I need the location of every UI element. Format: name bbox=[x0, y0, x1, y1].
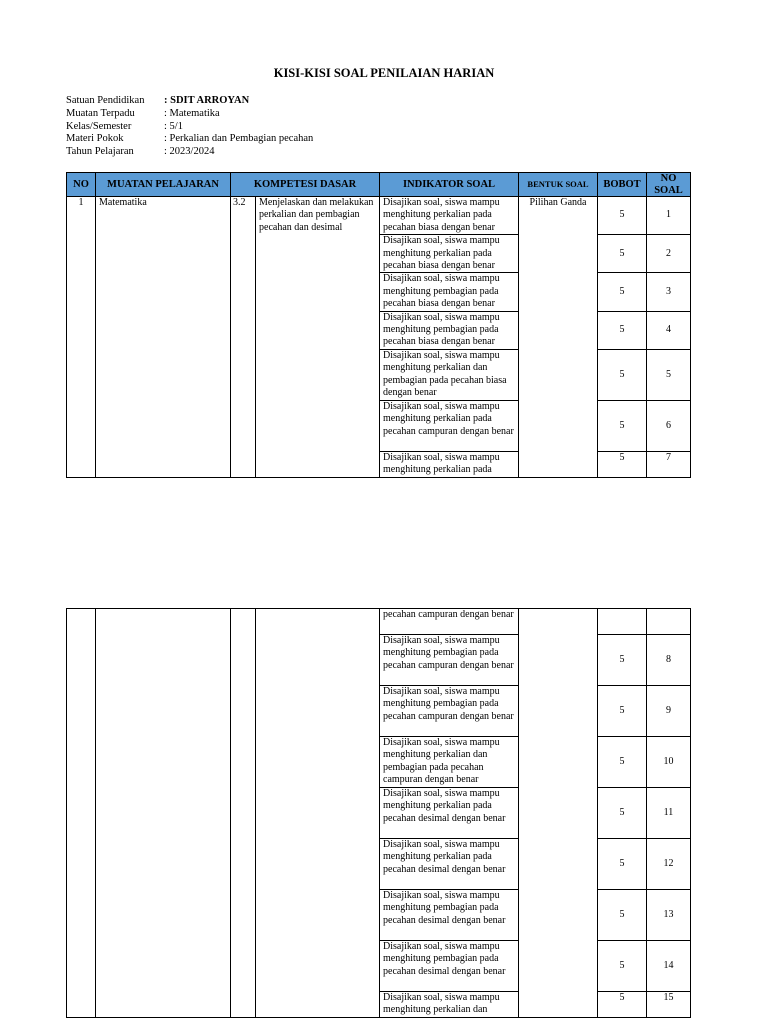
no-soal-cell: 5 bbox=[647, 349, 691, 400]
info-value: : 5/1 bbox=[164, 120, 183, 132]
no-soal-cell: 1 bbox=[647, 197, 691, 235]
kisi-kisi-table-page-2 bbox=[66, 608, 691, 1018]
bobot-cell bbox=[598, 609, 647, 635]
info-label: Satuan Pendidikan bbox=[66, 95, 145, 106]
info-row bbox=[66, 146, 313, 159]
bobot-cell: 5 bbox=[598, 992, 647, 1018]
table-header-row bbox=[67, 173, 691, 197]
header-muatan: MUATAN PELAJARAN bbox=[96, 173, 231, 197]
info-row bbox=[66, 121, 313, 134]
kd-number bbox=[231, 609, 256, 1018]
no-soal-cell: 12 bbox=[647, 839, 691, 890]
indikator-cell: Disajikan soal, siswa mampu menghitung perkalian pada pecahan campuran dengan benar bbox=[380, 400, 519, 451]
bobot-cell: 5 bbox=[598, 686, 647, 737]
info-value: : SDIT ARROYAN bbox=[164, 95, 250, 106]
header-bentuk: BENTUK SOAL bbox=[519, 173, 598, 197]
indikator-cell: Disajikan soal, siswa mampu menghitung pembagian pada pecahan campuran dengan benar bbox=[380, 686, 519, 737]
bobot-cell: 5 bbox=[598, 839, 647, 890]
table-row bbox=[67, 609, 691, 635]
row-muatan: Matematika bbox=[96, 197, 231, 478]
kisi-kisi-table-page-1 bbox=[66, 172, 691, 478]
no-soal-cell: 4 bbox=[647, 311, 691, 349]
table-row bbox=[67, 197, 691, 235]
no-soal-cell: 9 bbox=[647, 686, 691, 737]
header-indikator: INDIKATOR SOAL bbox=[380, 173, 519, 197]
info-label: Muatan Terpadu bbox=[66, 107, 135, 119]
bobot-cell: 5 bbox=[598, 451, 647, 477]
info-value: : Matematika bbox=[164, 107, 220, 119]
no-soal-cell: 2 bbox=[647, 235, 691, 273]
header-no: NO bbox=[67, 173, 96, 197]
kd-text bbox=[256, 609, 380, 1018]
indikator-cell: Disajikan soal, siswa mampu menghitung perkalian pada pecahan desimal dengan benar bbox=[380, 839, 519, 890]
bentuk-soal bbox=[519, 609, 598, 1018]
no-soal-cell: 15 bbox=[647, 992, 691, 1018]
header-bobot: BOBOT bbox=[598, 173, 647, 197]
row-no: 1 bbox=[67, 197, 96, 478]
bobot-cell: 5 bbox=[598, 311, 647, 349]
kd-text: Menjelaskan dan melakukan perkalian dan pembagian pecahan dan desimal bbox=[256, 197, 380, 478]
info-label: Materi Pokok bbox=[66, 133, 124, 145]
bobot-cell: 5 bbox=[598, 737, 647, 788]
document-info bbox=[66, 95, 313, 159]
indikator-cell: Disajikan soal, siswa mampu menghitung perkalian pada pecahan desimal dengan benar bbox=[380, 788, 519, 839]
bobot-cell: 5 bbox=[598, 235, 647, 273]
info-label: Tahun Pelajaran bbox=[66, 146, 134, 158]
indikator-cell: Disajikan soal, siswa mampu menghitung pembagian pada pecahan desimal dengan benar bbox=[380, 941, 519, 992]
info-row bbox=[66, 95, 313, 108]
no-soal-cell: 10 bbox=[647, 737, 691, 788]
no-soal-cell: 7 bbox=[647, 451, 691, 477]
bobot-cell: 5 bbox=[598, 788, 647, 839]
indikator-cell: Disajikan soal, siswa mampu menghitung perkalian pada bbox=[380, 451, 519, 477]
row-no bbox=[67, 609, 96, 1018]
indikator-cell: Disajikan soal, siswa mampu menghitung perkalian pada pecahan biasa dengan benar bbox=[380, 235, 519, 273]
indikator-cell: Disajikan soal, siswa mampu menghitung perkalian pada pecahan biasa dengan benar bbox=[380, 197, 519, 235]
no-soal-cell: 6 bbox=[647, 400, 691, 451]
kd-number: 3.2 bbox=[231, 197, 256, 478]
indikator-cell: Disajikan soal, siswa mampu menghitung pembagian pada pecahan biasa dengan benar bbox=[380, 311, 519, 349]
bobot-cell: 5 bbox=[598, 273, 647, 311]
indikator-cell: Disajikan soal, siswa mampu menghitung pembagian pada pecahan biasa dengan benar bbox=[380, 273, 519, 311]
no-soal-cell: 8 bbox=[647, 635, 691, 686]
header-no-soal: NO SOAL bbox=[647, 173, 691, 197]
bobot-cell: 5 bbox=[598, 349, 647, 400]
info-label: Kelas/Semester bbox=[66, 120, 132, 132]
indikator-cell: Disajikan soal, siswa mampu menghitung pembagian pada pecahan campuran dengan benar bbox=[380, 635, 519, 686]
info-value: : Perkalian dan Pembagian pecahan bbox=[164, 133, 314, 145]
no-soal-cell: 3 bbox=[647, 273, 691, 311]
indikator-cell: Disajikan soal, siswa mampu menghitung perkalian dan bbox=[380, 992, 519, 1018]
info-row bbox=[66, 133, 313, 146]
no-soal-cell: 13 bbox=[647, 890, 691, 941]
indikator-cell: Disajikan soal, siswa mampu menghitung pembagian pada pecahan desimal dengan benar bbox=[380, 890, 519, 941]
no-soal-cell: 11 bbox=[647, 788, 691, 839]
indikator-cell: Disajikan soal, siswa mampu menghitung perkalian dan pembagian pada pecahan campuran dengan benar bbox=[380, 737, 519, 788]
row-muatan bbox=[96, 609, 231, 1018]
bobot-cell: 5 bbox=[598, 890, 647, 941]
header-kompetensi: KOMPETESI DASAR bbox=[231, 173, 380, 197]
indikator-cell: Disajikan soal, siswa mampu menghitung perkalian dan pembagian pada pecahan biasa dengan benar bbox=[380, 349, 519, 400]
no-soal-cell: 14 bbox=[647, 941, 691, 992]
bobot-cell: 5 bbox=[598, 400, 647, 451]
document-title: KISI-KISI SOAL PENILAIAN HARIAN bbox=[273, 66, 495, 80]
bobot-cell: 5 bbox=[598, 941, 647, 992]
info-value: : 2023/2024 bbox=[164, 146, 215, 158]
bentuk-soal: Pilihan Ganda bbox=[519, 197, 598, 478]
no-soal-cell bbox=[647, 609, 691, 635]
info-row bbox=[66, 108, 313, 121]
bobot-cell: 5 bbox=[598, 197, 647, 235]
indikator-cell: pecahan campuran dengan benar bbox=[380, 609, 519, 635]
bobot-cell: 5 bbox=[598, 635, 647, 686]
